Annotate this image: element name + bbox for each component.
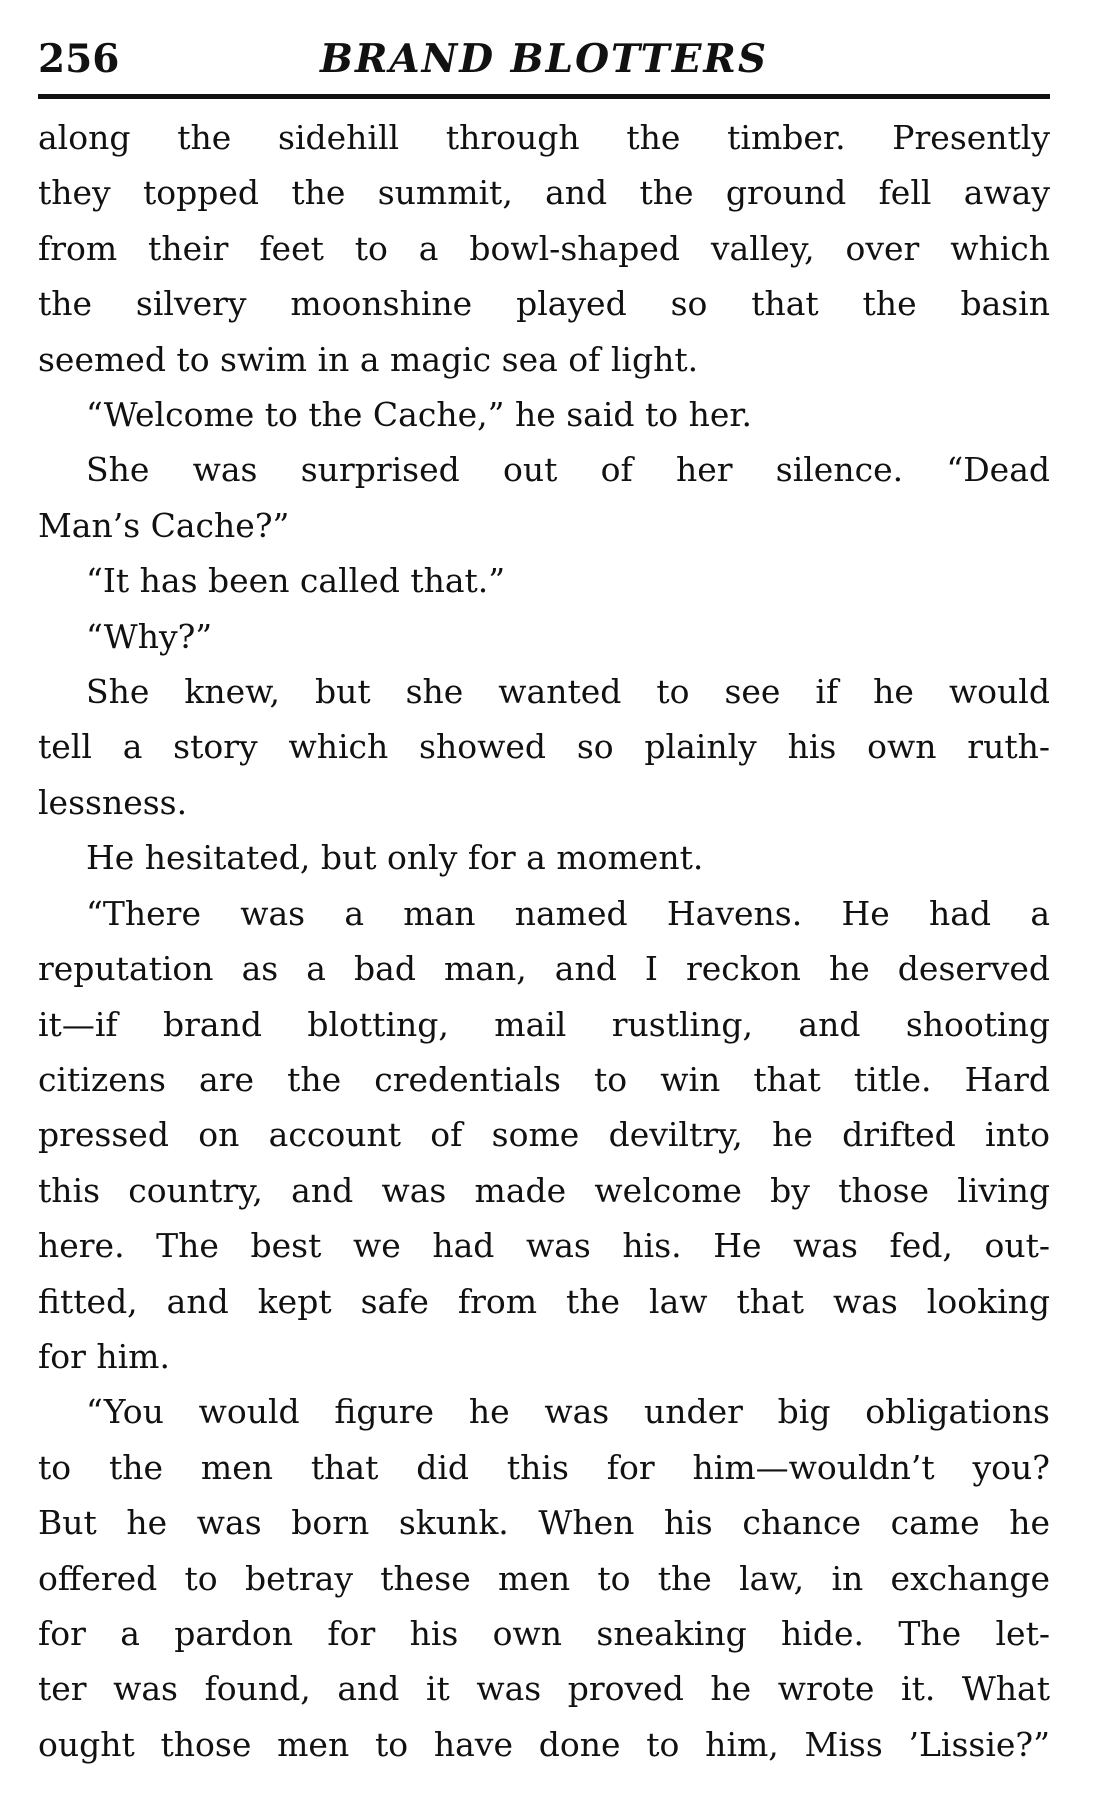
text-line: ought those men to have done to him, Miss ’Lissie?”: [38, 1724, 1050, 1764]
text-line: She knew, but she wanted to see if he would: [86, 672, 1050, 712]
text-line: the silvery moonshine played so that the basin: [38, 284, 1050, 324]
text-line: this country, and was made welcome by those living: [38, 1170, 1050, 1210]
header-rule: [38, 94, 1050, 99]
text-line: ter was found, and it was proved he wrote it. What: [38, 1669, 1050, 1709]
text-line: “You would figure he was under big obligations: [86, 1392, 1050, 1432]
text-line: for a pardon for his own sneaking hide. The let-: [38, 1613, 1050, 1653]
text-line: “There was a man named Havens. He had a: [86, 893, 1050, 933]
text-line: lessness.: [38, 782, 188, 822]
text-line: offered to betray these men to the law, in exchange: [38, 1558, 1050, 1598]
running-title: BRAND BLOTTERS: [320, 36, 768, 82]
body-text: [38, 110, 1050, 1772]
book-page: [38, 28, 1050, 1788]
text-line: for him.: [38, 1336, 170, 1376]
text-line: it—if brand blotting, mail rustling, and shooting: [38, 1004, 1050, 1044]
text-line: to the men that did this for him—wouldn’t you?: [38, 1447, 1050, 1487]
text-line: She was surprised out of her silence. “Dead: [86, 450, 1050, 490]
text-line: Man’s Cache?”: [38, 505, 290, 545]
text-line: “Welcome to the Cache,” he said to her.: [86, 395, 753, 435]
text-line: from their feet to a bowl-shaped valley, over which: [38, 228, 1050, 268]
text-line: tell a story which showed so plainly his own ruth-: [38, 727, 1050, 767]
text-line: “Why?”: [86, 616, 213, 656]
text-line: But he was born skunk. When his chance came he: [38, 1503, 1050, 1543]
text-line: fitted, and kept safe from the law that was looking: [38, 1281, 1050, 1321]
page-number: 256: [38, 36, 120, 82]
text-line: He hesitated, but only for a moment.: [86, 838, 704, 878]
text-line: they topped the summit, and the ground fell away: [38, 173, 1050, 213]
text-line: citizens are the credentials to win that title. Hard: [38, 1059, 1050, 1099]
text-line: here. The best we had was his. He was fed, out-: [38, 1226, 1050, 1266]
text-line: along the sidehill through the timber. Presently: [38, 118, 1050, 157]
text-line: reputation as a bad man, and I reckon he deserved: [38, 949, 1050, 989]
page-header: [38, 28, 1050, 90]
text-line: “It has been called that.”: [86, 561, 506, 601]
text-line: pressed on account of some deviltry, he drifted into: [38, 1115, 1050, 1155]
text-line: seemed to swim in a magic sea of light.: [38, 339, 699, 379]
